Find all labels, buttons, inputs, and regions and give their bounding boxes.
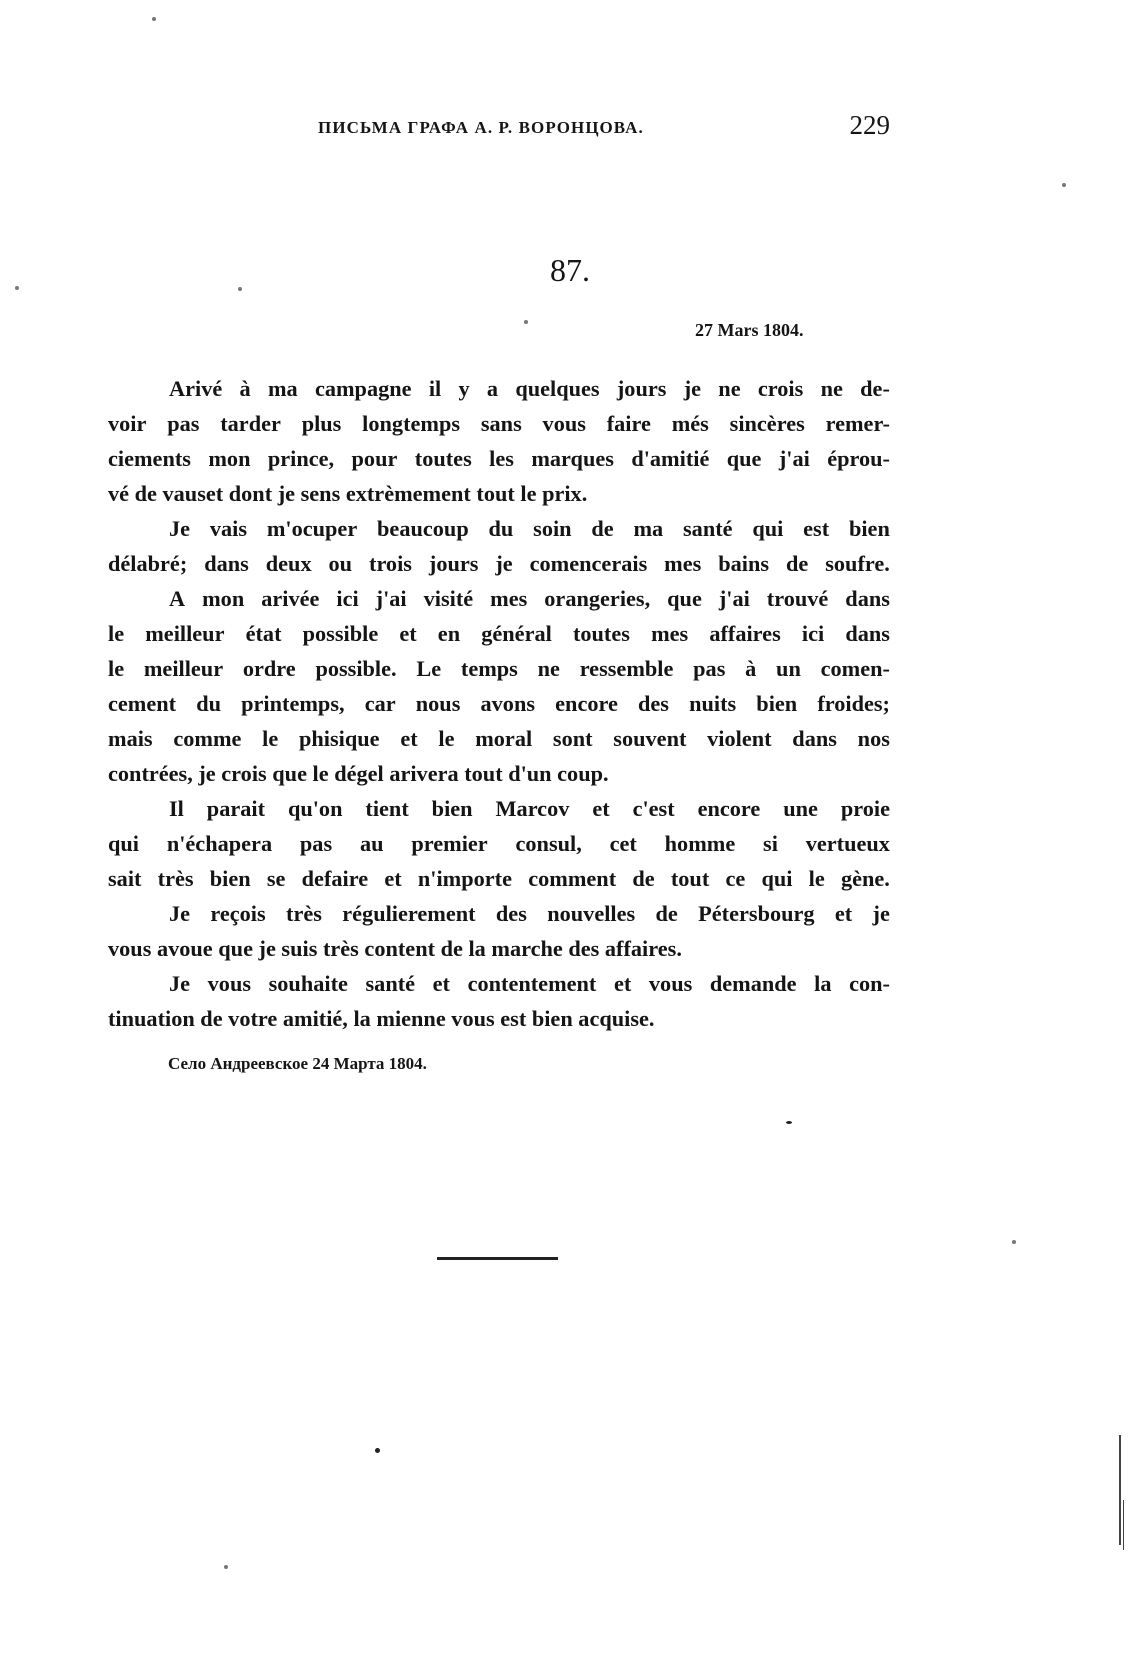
letter-line (108, 1001, 890, 1036)
letter-word: comment (528, 866, 617, 891)
letter-word: le (108, 621, 125, 646)
letter-word: A (169, 586, 186, 611)
letter-word: le (808, 866, 825, 891)
letter-word: vous (542, 411, 586, 436)
letter-word: la (814, 971, 832, 996)
letter-word: de (655, 901, 678, 926)
letter-word: consul, (515, 831, 582, 856)
letter-word: mes (664, 551, 702, 576)
letter-word: nous (415, 691, 461, 716)
letter-word: dans (204, 551, 249, 576)
letter-word: encore (697, 796, 761, 821)
letter-word: pour (351, 446, 398, 471)
letter-word: délabré; (108, 551, 188, 576)
scan-speck (786, 1121, 792, 1124)
letter-line (108, 686, 890, 721)
scan-speck (1062, 183, 1066, 187)
letter-word: je (872, 901, 890, 926)
letter-word: froides; (817, 691, 890, 716)
letter-line (108, 756, 890, 791)
letter-word: soin (533, 516, 572, 541)
letter-word: vé de vauset dont je sens extrèmement tout le prix. (108, 481, 588, 506)
letter-word: violent (707, 726, 772, 751)
letter-word: et (384, 866, 402, 891)
letter-body (108, 371, 890, 1036)
letter-word: en (437, 621, 461, 646)
letter-word: le (262, 726, 279, 751)
letter-word: comen- (820, 656, 890, 681)
letter-line (108, 406, 890, 441)
letter-word: ici (336, 586, 359, 611)
letter-word: état (245, 621, 282, 646)
letter-word: vous avoue que je suis très content de la marche des affaires. (108, 936, 682, 961)
letter-word: à (239, 376, 251, 401)
letter-word: tient (365, 796, 409, 821)
letter-word: nos (857, 726, 890, 751)
letter-word: et (399, 621, 417, 646)
letter-word: mon (208, 446, 251, 471)
letter-word: contrées, je crois que le dégel arivera tout d'un coup. (108, 761, 609, 786)
scan-speck (152, 17, 156, 21)
running-head (108, 110, 890, 150)
letter-word: beaucoup (377, 516, 469, 541)
letter-word: que (667, 586, 702, 611)
letter-word: Marcov (495, 796, 570, 821)
letter-word: il (428, 376, 442, 401)
letter-word: gène. (840, 866, 890, 891)
letter-word: Je (169, 971, 191, 996)
letter-word: qui (108, 831, 139, 856)
letter-word: jours (616, 376, 667, 401)
letter-word: de (591, 516, 614, 541)
signature-line: Село Андреевское 24 Марта 1804. (168, 1054, 427, 1073)
letter-word: nouvelles (547, 901, 636, 926)
letter-word: un (776, 656, 801, 681)
letter-word: sont (552, 726, 593, 751)
letter-word: reçois (210, 901, 266, 926)
letter-word: ma (267, 376, 298, 401)
letter-word: souvent (613, 726, 687, 751)
letter-word: pas (299, 831, 333, 856)
letter-word: j'ai (718, 586, 750, 611)
letter-word: soufre. (825, 551, 890, 576)
letter-word: més (671, 411, 709, 436)
letter-word: defaire (301, 866, 369, 891)
letter-word: demande (709, 971, 797, 996)
letter-word: comencerais (529, 551, 648, 576)
letter-word: bien (848, 516, 890, 541)
letter-word: comme (173, 726, 242, 751)
letter-word: vous (648, 971, 693, 996)
letter-word: vais (209, 516, 248, 541)
letter-word: est (803, 516, 830, 541)
letter-word: qu'on (287, 796, 343, 821)
letter-word: le (108, 656, 125, 681)
letter-line (108, 791, 890, 826)
letter-word: moral (475, 726, 533, 751)
letter-line (108, 651, 890, 686)
letter-word: et (432, 971, 450, 996)
letter-word: souhaite (268, 971, 348, 996)
letter-word: je (495, 551, 513, 576)
letter-word: sans (480, 411, 522, 436)
letter-word: visité (423, 586, 474, 611)
letter-word: j'ai (778, 446, 810, 471)
scan-speck (524, 320, 528, 324)
letter-word: remer- (825, 411, 890, 436)
letter-word: affaires (709, 621, 781, 646)
letter-word: santé (683, 516, 733, 541)
letter-word: dans (845, 621, 890, 646)
letter-word: trois (369, 551, 412, 576)
letter-word: éprou- (827, 446, 890, 471)
letter-word: longtemps (362, 411, 461, 436)
letter-line (108, 546, 890, 581)
letter-word: et (592, 796, 610, 821)
letter-word: temps (460, 656, 518, 681)
letter-word: trouvé (766, 586, 829, 611)
running-title: ПИСЬМА ГРАФА А. Р. ВОРОНЦОВА. (318, 118, 644, 137)
letter-word: très (286, 901, 322, 926)
letter-word: printemps, (241, 691, 345, 716)
letter-word: dans (845, 586, 890, 611)
letter-word: jours (428, 551, 479, 576)
letter-word: ne (537, 656, 560, 681)
scan-speck (238, 287, 242, 291)
letter-word: cet (609, 831, 637, 856)
letter-word: n'importe (417, 866, 512, 891)
page-edge-mark (1119, 1435, 1121, 1545)
letter-word: toutes (414, 446, 472, 471)
letter-word: bains (718, 551, 770, 576)
letter-word: à (745, 656, 757, 681)
letter-word: encore (555, 691, 618, 716)
letter-word: du (488, 516, 514, 541)
letter-word: d'amitié (631, 446, 710, 471)
letter-line (108, 721, 890, 756)
letter-word: je (683, 376, 702, 401)
letter-word: sincères (729, 411, 805, 436)
letter-word: santé (365, 971, 416, 996)
letter-word: très (157, 866, 194, 891)
letter-word: et (613, 971, 632, 996)
letter-word: une (783, 796, 818, 821)
letter-word: et (400, 726, 418, 751)
letter-word: ordre (242, 656, 296, 681)
page-number: 229 (849, 110, 890, 140)
letter-word: ne (820, 376, 843, 401)
letter-word: avons (480, 691, 536, 716)
letter-line (108, 476, 890, 511)
end-rule (437, 1257, 558, 1260)
letter-word: a (486, 376, 499, 401)
letter-word: proie (840, 796, 890, 821)
letter-word: marques (531, 446, 614, 471)
letter-word: possible. (315, 656, 397, 681)
letter-word: phisique (299, 726, 380, 751)
scan-speck (224, 1565, 228, 1569)
letter-word: général (481, 621, 552, 646)
letter-word: de (786, 551, 809, 576)
letter-word: que (726, 446, 762, 471)
letter-word: prince, (267, 446, 335, 471)
letter-word: qui (752, 516, 784, 541)
letter-word: pas (693, 656, 726, 681)
letter-word: pas (167, 411, 200, 436)
letter-word: orangeries, (544, 586, 651, 611)
letter-word: se (266, 866, 286, 891)
letter-word: meilleur (143, 656, 224, 681)
letter-word: con- (849, 971, 890, 996)
letter-word: tout (670, 866, 710, 891)
letter-word: quelques (515, 376, 600, 401)
letter-word: voir (108, 411, 147, 436)
letter-word: ciements (108, 446, 191, 471)
letter-line (108, 861, 890, 896)
letter-word: m'ocuper (266, 516, 358, 541)
letter-line (108, 441, 890, 476)
letter-word: vertueux (805, 831, 890, 856)
letter-word: si (763, 831, 778, 856)
letter-word: de (632, 866, 655, 891)
letter-word: faire (606, 411, 651, 436)
letter-word: sait (108, 866, 142, 891)
letter-word: premier (411, 831, 488, 856)
letter-word: mes (651, 621, 689, 646)
page-edge-mark (1123, 1500, 1124, 1550)
letter-date: 27 Mars 1804. (695, 320, 804, 340)
letter-word: ce (725, 866, 746, 891)
letter-word: Je (169, 901, 191, 926)
letter-line (108, 896, 890, 931)
letter-word: homme (664, 831, 736, 856)
letter-word: Je (169, 516, 191, 541)
letter-word: Le (416, 656, 442, 681)
letter-word: ma (633, 516, 664, 541)
scan-speck (1012, 1240, 1016, 1244)
letter-word: qui (761, 866, 793, 891)
letter-word: crois (757, 376, 804, 401)
letter-word: nuits (689, 691, 737, 716)
letter-word: les (489, 446, 514, 471)
letter-word: le (438, 726, 455, 751)
letter-word: plus (301, 411, 342, 436)
letter-word: ou (328, 551, 353, 576)
letter-word: campagne (314, 376, 412, 401)
letter-line (108, 826, 890, 861)
letter-word: mais (108, 726, 153, 751)
scan-speck (375, 1448, 380, 1453)
letter-word: ici (801, 621, 825, 646)
letter-line (108, 966, 890, 1001)
letter-word: c'est (632, 796, 675, 821)
letter-word: bien (209, 866, 251, 891)
letter-word: car (364, 691, 396, 716)
letter-word: mes (490, 586, 528, 611)
letter-word: n'échapera (166, 831, 273, 856)
letter-word: cement (108, 691, 177, 716)
letter-word: bien (756, 691, 798, 716)
letter-word: du (196, 691, 222, 716)
letter-word: dans (792, 726, 837, 751)
letter-word: des (495, 901, 527, 926)
letter-word: meilleur (145, 621, 225, 646)
letter-word: parait (206, 796, 266, 821)
letter-word: deux (265, 551, 312, 576)
letter-word: mon (202, 586, 245, 611)
letter-word: Arivé (169, 376, 223, 401)
letter-word: tarder (220, 411, 281, 436)
letter-word: possible (302, 621, 379, 646)
letter-word: et (834, 901, 853, 926)
scan-speck (15, 286, 19, 290)
letter-line (108, 581, 890, 616)
letter-word: j'ai (375, 586, 407, 611)
letter-word: ne (718, 376, 741, 401)
letter-word: arivée (261, 586, 320, 611)
letter-line (108, 616, 890, 651)
letter-word: de- (860, 376, 890, 401)
letter-word: ressemble (579, 656, 674, 681)
letter-word: régulierement (342, 901, 476, 926)
letter-word: au (359, 831, 384, 856)
letter-line (108, 931, 890, 966)
letter-word: des (637, 691, 669, 716)
letter-line (108, 371, 890, 406)
letter-word: Il (169, 796, 184, 821)
letter-word: contentement (467, 971, 597, 996)
letter-word: tinuation de votre amitié, la mienne vous est bien acquise. (108, 1006, 655, 1031)
letter-word: vous (207, 971, 252, 996)
letter-line (108, 511, 890, 546)
letter-word: toutes (572, 621, 630, 646)
letter-word: y (458, 376, 470, 401)
letter-word: Pétersbourg (698, 901, 815, 926)
letter-number: 87. (550, 252, 590, 288)
letter-word: bien (431, 796, 473, 821)
